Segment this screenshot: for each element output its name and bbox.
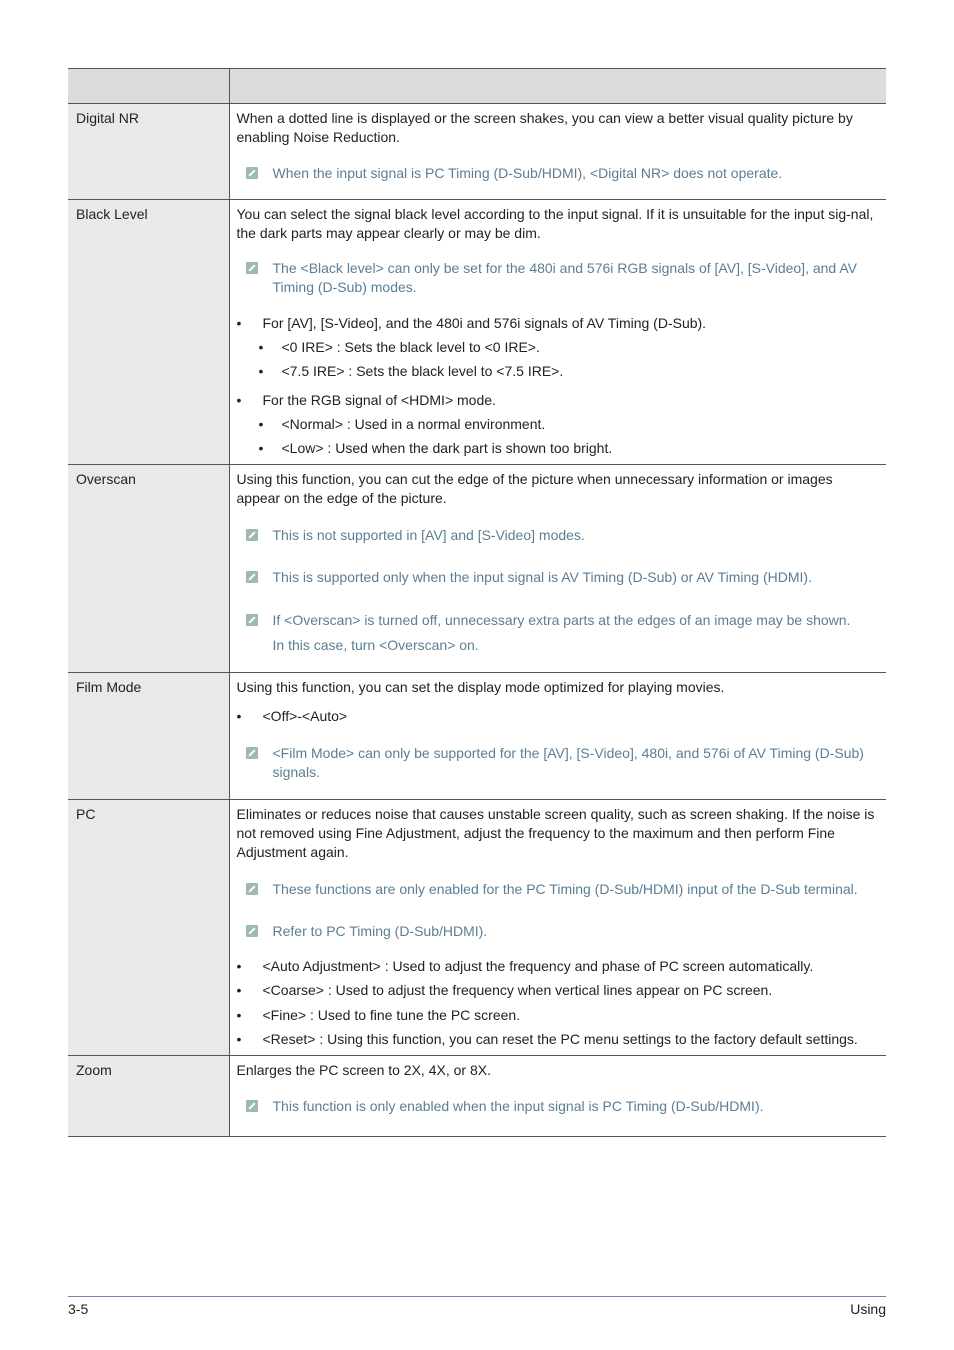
row-description: Using this function, you can set the display mode optimized for playing movies.	[236, 679, 725, 695]
settings-table	[68, 68, 886, 1137]
row-description-cell	[229, 800, 886, 1056]
row-name: Overscan	[68, 465, 229, 673]
sub-list-item: • <Normal> : Used in a normal environment.	[237, 415, 879, 434]
note-text: Refer to PC Timing (D-Sub/HDMI).	[272, 923, 488, 939]
table-row	[68, 1056, 886, 1137]
sub-list-item: • <0 IRE> : Sets the black level to <0 IRE>.	[237, 338, 879, 357]
row-description-cell	[229, 1056, 886, 1137]
note-text: This is supported only when the input signal is AV Timing (D-Sub) or AV Timing (HDMI).	[272, 569, 812, 585]
note	[237, 611, 879, 630]
row-description: You can select the signal black level according to the input signal. If it is unsuitable for the input sig-nal, the dark parts may appear clearly or may be dim.	[236, 206, 874, 241]
note-pencil-icon	[246, 925, 258, 937]
row-name: PC	[68, 800, 229, 1056]
note-pencil-icon	[246, 883, 258, 895]
note-text: The <Black level> can only be set for the 480i and 576i RGB signals of [AV], [S-Video], and AV Timing (D-Sub) modes.	[272, 260, 857, 295]
note	[237, 744, 879, 782]
table-row	[68, 104, 886, 200]
note-pencil-icon	[246, 747, 258, 759]
row-description: Enlarges the PC screen to 2X, 4X, or 8X.	[236, 1062, 491, 1078]
table-row	[68, 673, 886, 800]
row-name: Zoom	[68, 1056, 229, 1137]
list-item: • For [AV], [S-Video], and the 480i and 576i signals of AV Timing (D-Sub).	[237, 314, 879, 333]
row-name: Black Level	[68, 200, 229, 465]
note-pencil-icon	[246, 1100, 258, 1112]
note	[237, 922, 879, 941]
note-pencil-icon	[246, 262, 258, 274]
table-row	[68, 200, 886, 465]
list-item: • <Auto Adjustment> : Used to adjust the frequency and phase of PC screen automatically.	[237, 957, 879, 976]
note-text: These functions are only enabled for the PC Timing (D-Sub/HDMI) input of the D-Sub terminal.	[272, 881, 858, 897]
note-continuation: In this case, turn <Overscan> on.	[272, 637, 479, 653]
note	[237, 880, 879, 899]
table-header-row	[68, 69, 886, 104]
header-cell-name	[68, 69, 229, 104]
note-text: When the input signal is PC Timing (D-Sub/HDMI), <Digital NR> does not operate.	[272, 165, 783, 181]
sub-list-item: • <7.5 IRE> : Sets the black level to <7.5 IRE>.	[237, 362, 879, 381]
table-row	[68, 465, 886, 673]
row-name: Film Mode	[68, 673, 229, 800]
note	[237, 1097, 879, 1116]
row-description-cell	[229, 673, 886, 800]
note-pencil-icon	[246, 571, 258, 583]
note-text: If <Overscan> is turned off, unnecessary extra parts at the edges of an image may be shown.	[272, 612, 851, 628]
list-item: • <Coarse> : Used to adjust the frequency when vertical lines appear on PC screen.	[237, 981, 879, 1000]
list-item: • <Off>-<Auto>	[237, 707, 879, 726]
list-item: • For the RGB signal of <HDMI> mode.	[237, 391, 879, 410]
note-pencil-icon	[246, 529, 258, 541]
page-number: 3-5	[68, 1301, 89, 1317]
row-description: Eliminates or reduces noise that causes unstable screen quality, such as screen shaking. If the noise is not removed using Fine Adjustment, adjust the frequency to the maximum and then perform Fine Adjustment again.	[236, 806, 875, 860]
note	[237, 526, 879, 545]
row-description: Using this function, you can cut the edge of the picture when unnecessary information or images appear on the edge of the picture.	[236, 471, 833, 506]
note	[237, 568, 879, 587]
note-text: This function is only enabled when the input signal is PC Timing (D-Sub/HDMI).	[272, 1098, 764, 1114]
row-description: When a dotted line is displayed or the screen shakes, you can view a better visual quality picture by enabling Noise Reduction.	[236, 110, 853, 145]
table-row	[68, 800, 886, 1056]
list-item: • <Reset> : Using this function, you can reset the PC menu settings to the factory default settings.	[237, 1030, 879, 1049]
sub-list-item: • <Low> : Used when the dark part is shown too bright.	[237, 439, 879, 458]
row-description-cell	[229, 104, 886, 200]
row-name: Digital NR	[68, 104, 229, 200]
footer-rule	[68, 1296, 886, 1297]
row-description-cell	[229, 200, 886, 465]
note-text: <Film Mode> can only be supported for the [AV], [S-Video], 480i, and 576i of AV Timing (D-Sub) signals.	[272, 745, 864, 780]
note	[237, 164, 879, 183]
note	[237, 259, 879, 297]
note-pencil-icon	[246, 167, 258, 179]
list-item: • <Fine> : Used to fine tune the PC screen.	[237, 1006, 879, 1025]
row-description-cell	[229, 465, 886, 673]
section-title: Using	[850, 1301, 886, 1317]
note-pencil-icon	[246, 614, 258, 626]
note-text: This is not supported in [AV] and [S-Video] modes.	[272, 527, 585, 543]
header-cell-description	[229, 69, 886, 104]
